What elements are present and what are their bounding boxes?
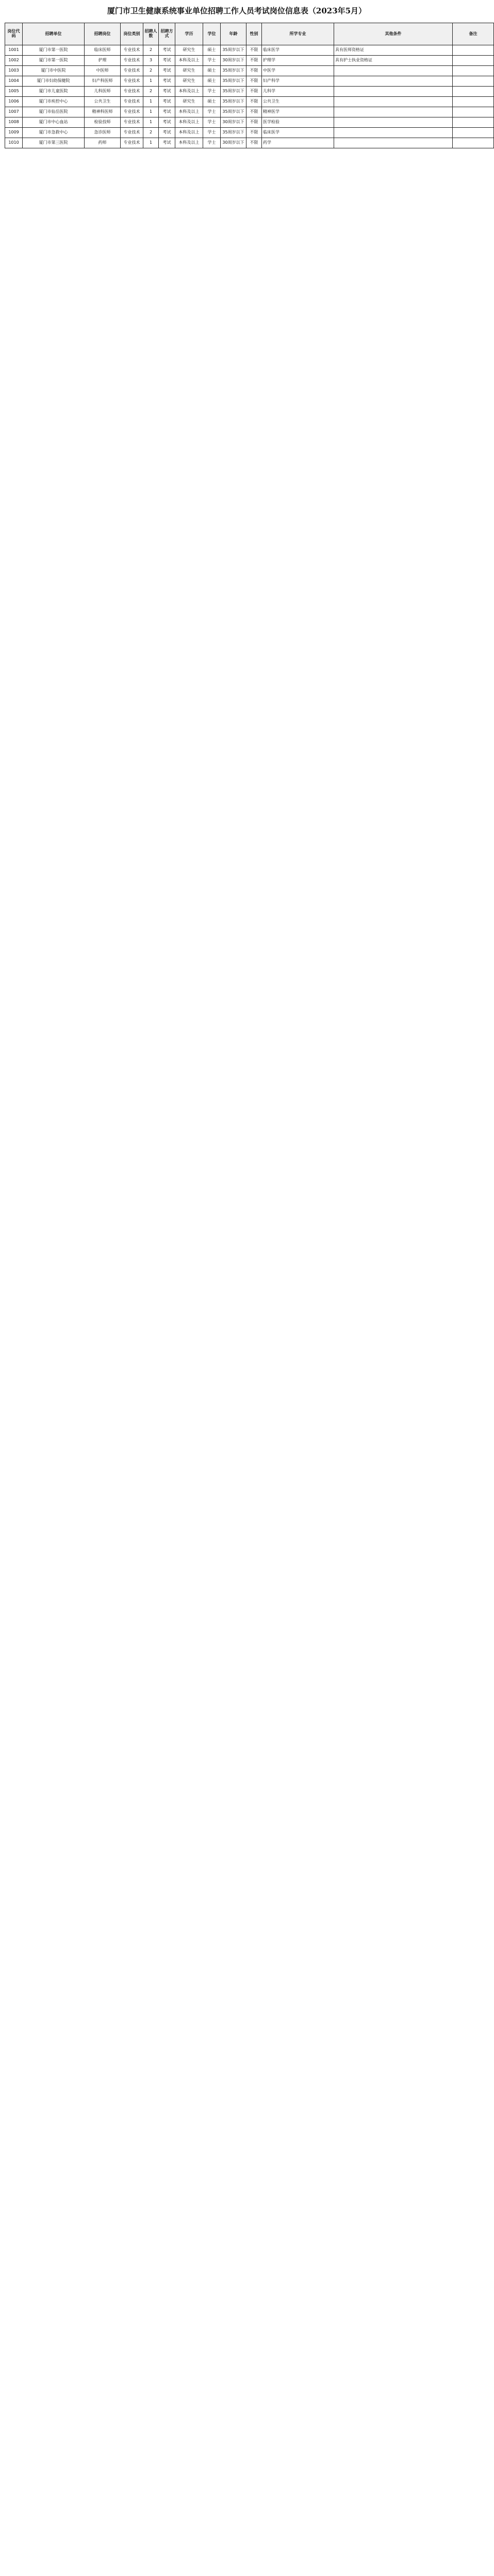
table-cell: 厦门市儿童医院 — [23, 87, 85, 97]
table-cell: 考试 — [159, 66, 175, 76]
table-cell: 专业技术 — [121, 97, 143, 107]
table-cell: 研究生 — [175, 66, 203, 76]
table-cell: 考试 — [159, 76, 175, 87]
table-cell: 1 — [143, 138, 159, 148]
table-cell — [453, 138, 494, 148]
table-cell: 1010 — [5, 138, 23, 148]
table-cell — [334, 66, 453, 76]
table-cell: 2 — [143, 45, 159, 56]
column-header: 招聘单位 — [23, 23, 85, 45]
table-cell — [334, 128, 453, 138]
table-cell: 考试 — [159, 117, 175, 128]
column-header: 招聘岗位 — [85, 23, 121, 45]
table-cell: 厦门市中医院 — [23, 66, 85, 76]
column-header: 招聘人数 — [143, 23, 159, 45]
table-cell: 35周岁以下 — [221, 107, 246, 117]
table-cell: 考试 — [159, 87, 175, 97]
table-cell: 2 — [143, 128, 159, 138]
table-cell: 考试 — [159, 97, 175, 107]
table-cell — [334, 117, 453, 128]
table-cell: 药学 — [262, 138, 334, 148]
table-cell — [453, 97, 494, 107]
table-cell: 3 — [143, 56, 159, 66]
positions-table — [5, 23, 494, 148]
table-cell: 学士 — [203, 87, 221, 97]
table-cell: 学士 — [203, 128, 221, 138]
table-cell: 专业技术 — [121, 56, 143, 66]
table-cell: 护理学 — [262, 56, 334, 66]
table-cell: 1006 — [5, 97, 23, 107]
table-cell: 35周岁以下 — [221, 66, 246, 76]
table-cell: 硕士 — [203, 66, 221, 76]
table-cell: 专业技术 — [121, 138, 143, 148]
table-cell: 专业技术 — [121, 87, 143, 97]
table-cell: 不限 — [246, 117, 262, 128]
table-cell: 本科及以上 — [175, 56, 203, 66]
column-header: 备注 — [453, 23, 494, 45]
table-cell: 35周岁以下 — [221, 128, 246, 138]
table-cell: 30周岁以下 — [221, 138, 246, 148]
table-row — [5, 97, 494, 107]
table-cell: 具有医师资格证 — [334, 45, 453, 56]
table-cell: 1 — [143, 76, 159, 87]
table-cell — [453, 117, 494, 128]
table-cell: 1005 — [5, 87, 23, 97]
column-header: 性别 — [246, 23, 262, 45]
table-cell: 中医学 — [262, 66, 334, 76]
table-cell: 研究生 — [175, 97, 203, 107]
table-cell: 精神医学 — [262, 107, 334, 117]
table-cell: 1 — [143, 117, 159, 128]
table-cell: 1001 — [5, 45, 23, 56]
table-cell: 1 — [143, 107, 159, 117]
table-cell: 学士 — [203, 138, 221, 148]
table-cell: 厦门市疾控中心 — [23, 97, 85, 107]
table-cell: 1003 — [5, 66, 23, 76]
table-cell: 考试 — [159, 107, 175, 117]
table-cell — [334, 87, 453, 97]
table-cell: 妇产科学 — [262, 76, 334, 87]
table-row — [5, 138, 494, 148]
table-cell: 不限 — [246, 128, 262, 138]
table-cell: 厦门市急救中心 — [23, 128, 85, 138]
table-cell: 专业技术 — [121, 117, 143, 128]
table-cell: 公共卫生 — [85, 97, 121, 107]
column-header: 学历 — [175, 23, 203, 45]
table-cell: 30周岁以下 — [221, 56, 246, 66]
table-cell: 厦门市第一医院 — [23, 45, 85, 56]
table-cell: 硕士 — [203, 76, 221, 87]
table-cell: 急诊医师 — [85, 128, 121, 138]
table-cell: 儿科医师 — [85, 87, 121, 97]
table-cell — [453, 128, 494, 138]
table-cell: 医学检验 — [262, 117, 334, 128]
table-cell: 厦门市第三医院 — [23, 138, 85, 148]
table-cell: 不限 — [246, 107, 262, 117]
table-cell: 不限 — [246, 45, 262, 56]
table-cell: 硕士 — [203, 45, 221, 56]
table-cell: 本科及以上 — [175, 128, 203, 138]
table-cell: 本科及以上 — [175, 107, 203, 117]
table-cell: 厦门市第一医院 — [23, 56, 85, 66]
table-cell: 学士 — [203, 117, 221, 128]
table-cell: 不限 — [246, 87, 262, 97]
table-cell: 1009 — [5, 128, 23, 138]
table-cell: 护理 — [85, 56, 121, 66]
table-row — [5, 66, 494, 76]
table-cell: 精神科医师 — [85, 107, 121, 117]
table-cell — [453, 66, 494, 76]
table-cell: 检验技师 — [85, 117, 121, 128]
table-cell: 30周岁以下 — [221, 117, 246, 128]
table-cell: 专业技术 — [121, 76, 143, 87]
table-cell: 35周岁以下 — [221, 87, 246, 97]
column-header: 其他条件 — [334, 23, 453, 45]
table-cell: 专业技术 — [121, 66, 143, 76]
table-cell: 35周岁以下 — [221, 45, 246, 56]
table-cell: 考试 — [159, 138, 175, 148]
page-title: 厦门市卫生健康系统事业单位招聘工作人员考试岗位信息表（2023年5月） — [107, 6, 367, 15]
table-row — [5, 117, 494, 128]
table-cell: 1008 — [5, 117, 23, 128]
table-cell — [453, 107, 494, 117]
table-cell: 35周岁以下 — [221, 76, 246, 87]
table-cell: 1007 — [5, 107, 23, 117]
table-cell: 2 — [143, 87, 159, 97]
table-row — [5, 107, 494, 117]
table-cell: 考试 — [159, 45, 175, 56]
table-cell: 具有护士执业资格证 — [334, 56, 453, 66]
table-cell: 学士 — [203, 56, 221, 66]
table-cell — [334, 138, 453, 148]
table-cell — [453, 45, 494, 56]
table-cell: 厦门市仙岳医院 — [23, 107, 85, 117]
table-cell: 厦门市妇幼保健院 — [23, 76, 85, 87]
table-cell: 药师 — [85, 138, 121, 148]
table-cell: 2 — [143, 66, 159, 76]
table-row — [5, 45, 494, 56]
table-cell: 考试 — [159, 56, 175, 66]
column-header: 学位 — [203, 23, 221, 45]
table-cell: 不限 — [246, 56, 262, 66]
table-cell: 1004 — [5, 76, 23, 87]
table-cell: 临床医学 — [262, 45, 334, 56]
table-cell — [334, 97, 453, 107]
table-cell: 妇产科医师 — [85, 76, 121, 87]
column-header: 所学专业 — [262, 23, 334, 45]
table-row — [5, 56, 494, 66]
table-cell: 中医师 — [85, 66, 121, 76]
table-cell: 专业技术 — [121, 107, 143, 117]
table-row — [5, 87, 494, 97]
table-cell: 研究生 — [175, 76, 203, 87]
table-cell: 35周岁以下 — [221, 97, 246, 107]
table-cell — [334, 76, 453, 87]
table-cell: 本科及以上 — [175, 117, 203, 128]
table-cell: 临床医师 — [85, 45, 121, 56]
table-header-row — [5, 23, 494, 45]
table-cell: 不限 — [246, 138, 262, 148]
table-cell: 厦门市中心血站 — [23, 117, 85, 128]
table-cell: 不限 — [246, 76, 262, 87]
table-cell: 研究生 — [175, 45, 203, 56]
table-cell — [334, 107, 453, 117]
table-cell: 学士 — [203, 107, 221, 117]
table-cell: 临床医学 — [262, 128, 334, 138]
table-cell: 不限 — [246, 97, 262, 107]
table-cell: 硕士 — [203, 97, 221, 107]
table-cell: 1002 — [5, 56, 23, 66]
table-row — [5, 76, 494, 87]
column-header: 岗位类别 — [121, 23, 143, 45]
positions-table-wrap — [5, 23, 477, 148]
table-cell: 本科及以上 — [175, 138, 203, 148]
table-cell: 考试 — [159, 128, 175, 138]
table-cell: 专业技术 — [121, 45, 143, 56]
table-cell: 公共卫生 — [262, 97, 334, 107]
column-header: 招聘方式 — [159, 23, 175, 45]
table-cell: 专业技术 — [121, 128, 143, 138]
table-cell — [453, 76, 494, 87]
table-cell: 不限 — [246, 66, 262, 76]
table-cell: 1 — [143, 97, 159, 107]
table-row — [5, 128, 494, 138]
column-header: 年龄 — [221, 23, 246, 45]
table-cell — [453, 56, 494, 66]
table-cell: 本科及以上 — [175, 87, 203, 97]
table-cell: 儿科学 — [262, 87, 334, 97]
table-body — [5, 45, 494, 148]
column-header: 岗位代码 — [5, 23, 23, 45]
table-cell — [453, 87, 494, 97]
